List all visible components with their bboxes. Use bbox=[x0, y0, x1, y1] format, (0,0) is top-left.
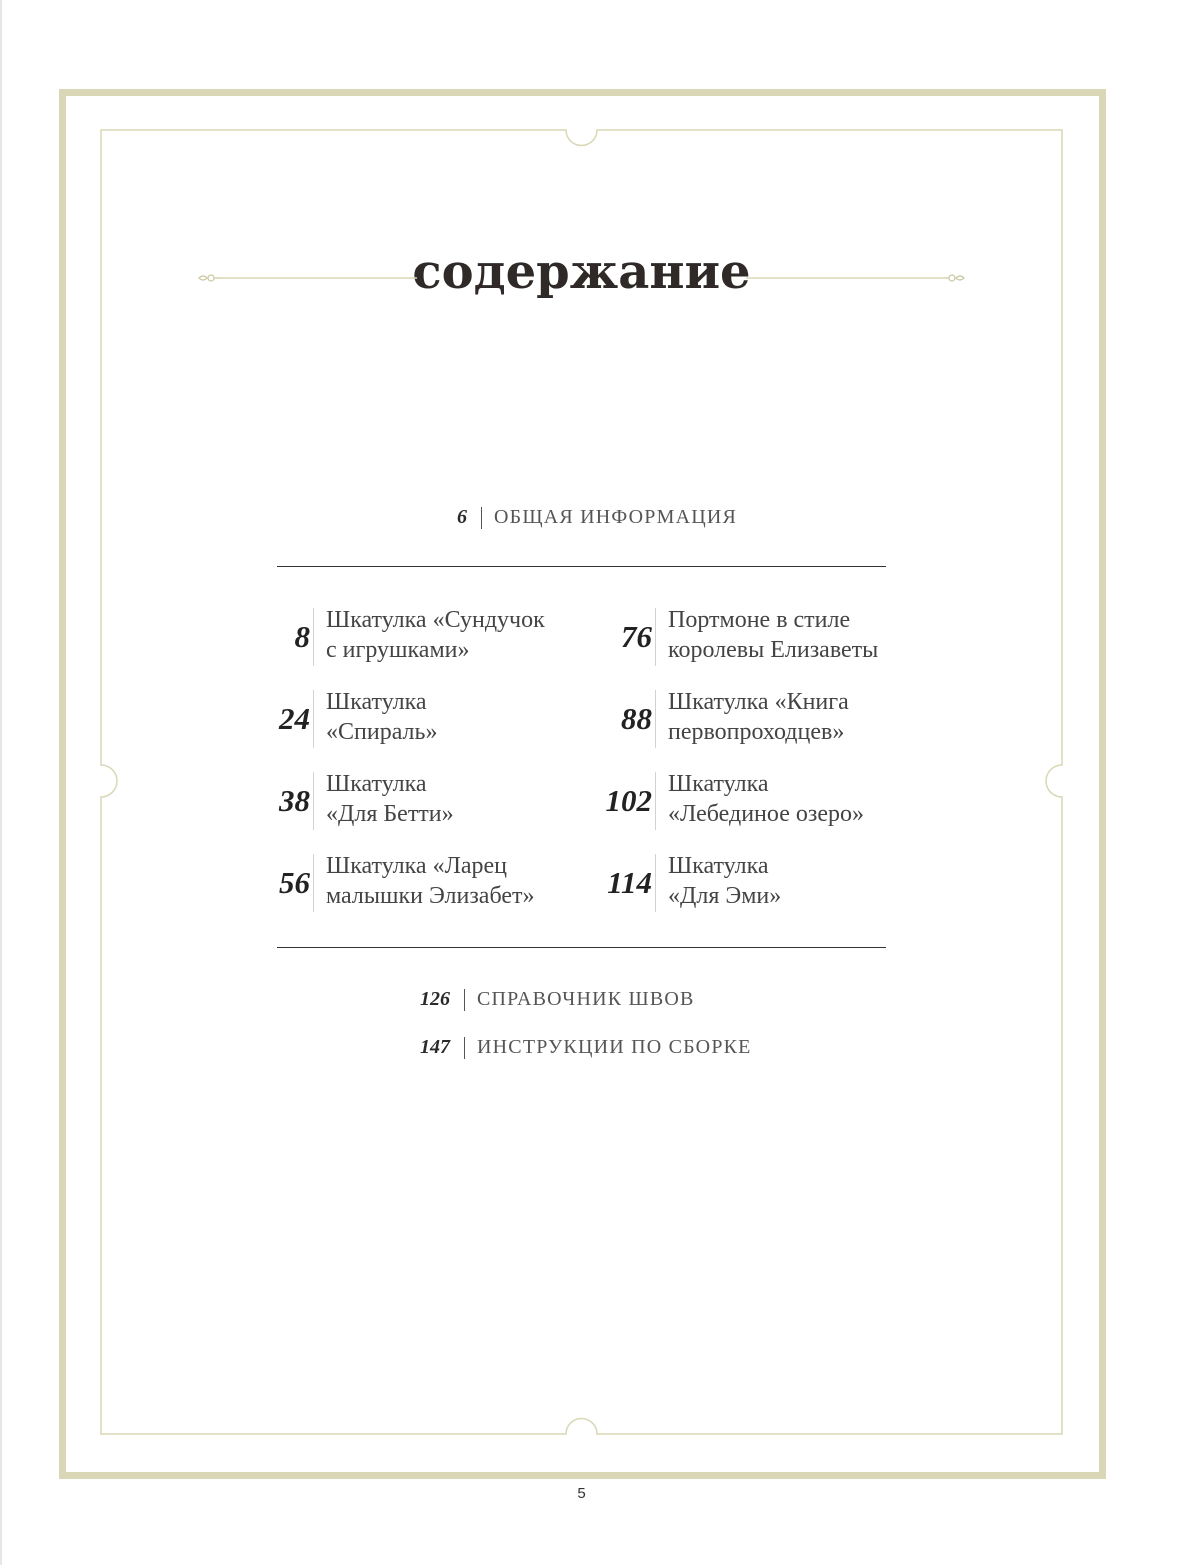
page-number-label: 38 bbox=[279, 783, 310, 818]
separator bbox=[655, 690, 656, 748]
page-footer-number: 5 bbox=[577, 1485, 586, 1502]
entry-title bbox=[668, 851, 781, 911]
separator bbox=[313, 854, 314, 912]
entry-label: ИНСТРУКЦИИ ПО СБОРКЕ bbox=[477, 1036, 752, 1058]
entry-title bbox=[326, 769, 454, 829]
page-number-label: 24 bbox=[279, 701, 310, 736]
page-number-label: 6 bbox=[457, 506, 467, 528]
right-ornament bbox=[746, 268, 968, 288]
toc-entry-assembly[interactable] bbox=[412, 1036, 752, 1059]
page-number-label: 8 bbox=[294, 619, 310, 654]
page-title: содержание bbox=[412, 244, 751, 300]
entry-title-line1: Шкатулка «Сундучок bbox=[326, 607, 545, 633]
entry-title-line1: Шкатулка «Ларец bbox=[326, 853, 508, 879]
entry-title-line2: королевы Елизаветы bbox=[668, 637, 879, 663]
page-number-label: 88 bbox=[621, 701, 652, 736]
entry-title-line1: Портмоне в стиле bbox=[668, 607, 851, 633]
bottom-divider bbox=[277, 947, 886, 948]
page-number-label: 102 bbox=[605, 783, 652, 818]
page-number-label: 56 bbox=[279, 865, 310, 900]
entry-title bbox=[326, 687, 437, 747]
separator bbox=[481, 507, 482, 529]
separator bbox=[655, 772, 656, 830]
entry-title bbox=[326, 605, 545, 665]
entry-title-line1: Шкатулка bbox=[326, 771, 427, 797]
entry-title-line1: Шкатулка «Книга bbox=[668, 689, 849, 715]
entry-title-line2: с игрушками» bbox=[326, 637, 470, 663]
top-divider bbox=[277, 566, 886, 567]
page-number-label: 147 bbox=[420, 1036, 450, 1058]
entry-label: ОБЩАЯ ИНФОРМАЦИЯ bbox=[494, 506, 738, 528]
separator bbox=[655, 608, 656, 666]
entry-title-line1: Шкатулка bbox=[668, 771, 769, 797]
separator bbox=[313, 690, 314, 748]
entry-title-line2: «Для Эми» bbox=[668, 883, 782, 909]
entry-title-line2: первопроходцев» bbox=[668, 719, 845, 745]
toc-entry-general-info[interactable] bbox=[445, 506, 737, 529]
separator bbox=[313, 772, 314, 830]
separator bbox=[655, 854, 656, 912]
entry-title bbox=[668, 687, 849, 747]
separator bbox=[464, 1037, 465, 1059]
entry-title bbox=[668, 769, 864, 829]
page-number-label: 114 bbox=[607, 865, 652, 900]
entry-title-line2: «Лебединое озеро» bbox=[668, 801, 864, 827]
entry-title-line1: Шкатулка bbox=[326, 689, 427, 715]
page-number-label: 76 bbox=[621, 619, 652, 654]
entry-label: СПРАВОЧНИК ШВОВ bbox=[477, 988, 695, 1010]
entry-title-line2: малышки Элизабет» bbox=[326, 883, 535, 909]
toc-entry-stitch-guide[interactable] bbox=[412, 988, 695, 1011]
entry-title-line2: «Спираль» bbox=[326, 719, 438, 745]
separator bbox=[464, 989, 465, 1011]
entry-title-line1: Шкатулка bbox=[668, 853, 769, 879]
entry-title bbox=[326, 851, 535, 911]
separator bbox=[313, 608, 314, 666]
left-ornament bbox=[195, 268, 417, 288]
entry-title-line2: «Для Бетти» bbox=[326, 801, 454, 827]
page-number-label: 126 bbox=[420, 988, 450, 1010]
entry-title bbox=[668, 605, 878, 665]
